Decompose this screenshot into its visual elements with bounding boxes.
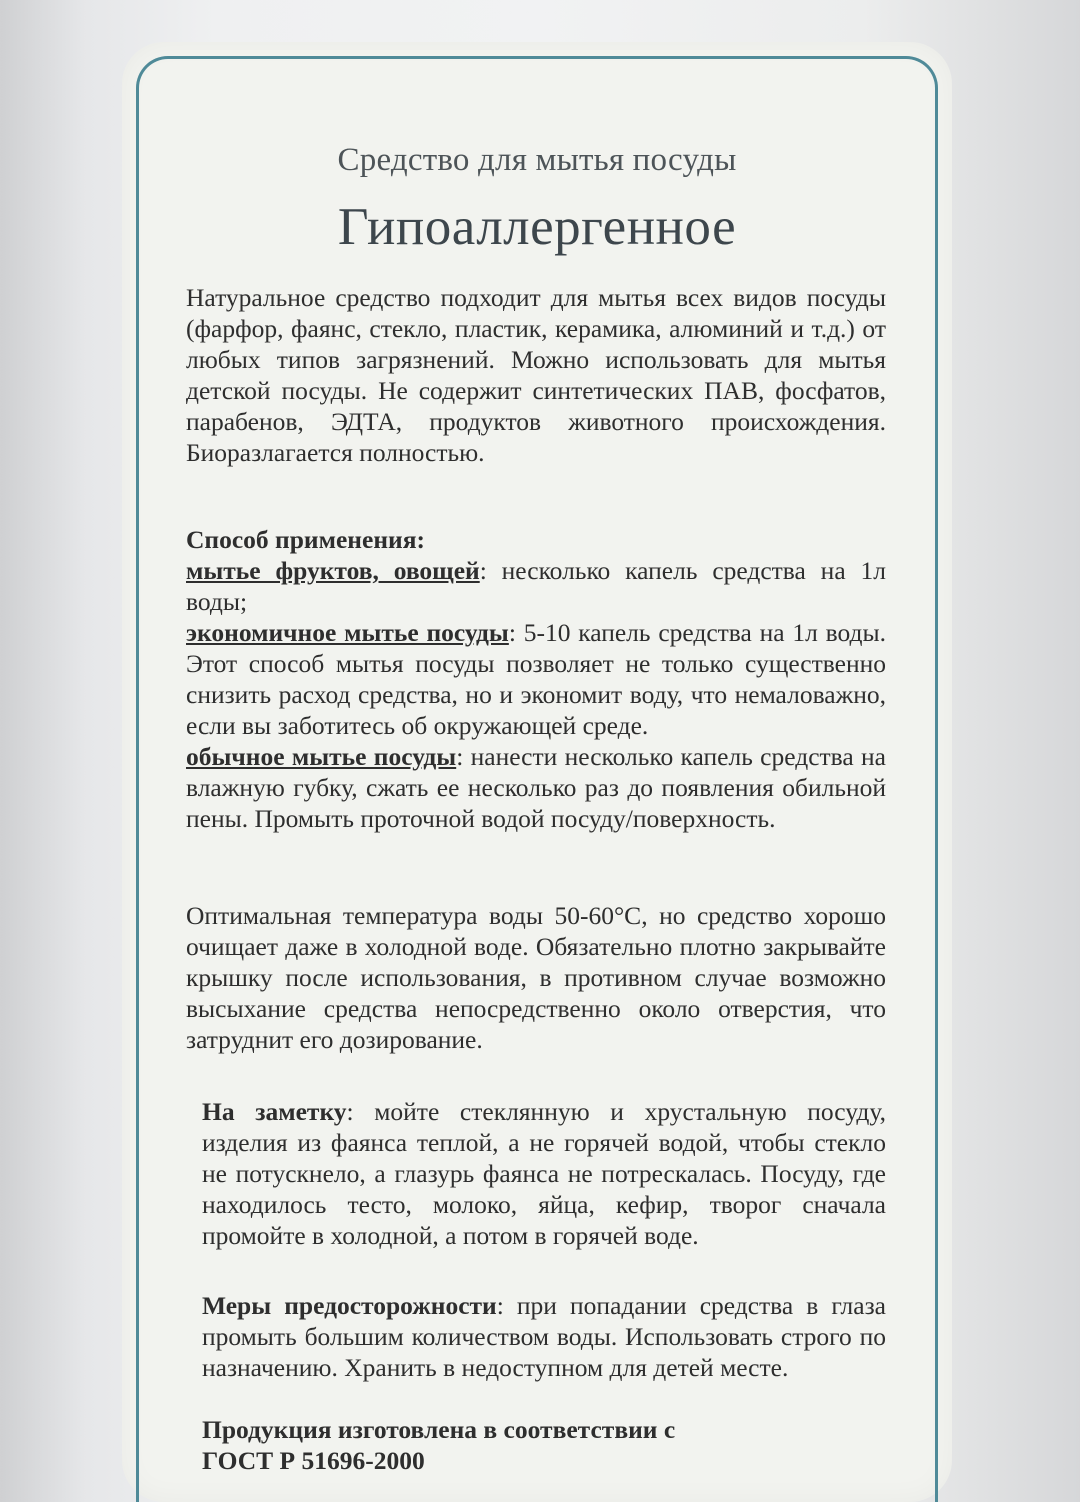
usage-term: мытье фруктов, овощей — [186, 556, 480, 585]
note-term: На заметку — [202, 1097, 347, 1126]
usage-text: : несколько капель средства на 1л воды; — [186, 556, 886, 616]
gost-line-2: ГОСТ Р 51696-2000 — [202, 1446, 425, 1475]
intro-paragraph: Натуральное средство подходит для мытья всех видов посуды (фарфор, фаянс, стекло, пластик, керамика, алюминий и т.д.) от любых типов загрязнений. Можно использовать для мытья детской посуды. Не содержит синтетических ПАВ, фосфатов, парабенов, ЭДТА, продуктов животного происхождения. Биоразлагается полностью. — [186, 283, 886, 467]
product-label — [122, 42, 952, 1502]
usage-section — [186, 524, 886, 834]
product-title: Гипоаллергенное — [337, 198, 737, 256]
usage-term: экономичное мытье посуды — [186, 618, 509, 647]
usage-text: : 5-10 капель средства на 1л воды. Этот способ мытья посуды позволяет не только существенно снизить расход средства, но и экономит воду, что немаловажно, если вы заботитесь об окружающей среде. — [186, 618, 886, 740]
gost-line-1: Продукция изготовлена в соответствии с — [202, 1415, 676, 1444]
caution-paragraph — [202, 1290, 886, 1383]
caution-text: : при попадании средства в глаза промыть большим количеством воды. Использовать строго по назначению. Хранить в недоступном для детей месте. — [202, 1291, 886, 1382]
temperature-paragraph: Оптимальная температура воды 50-60°С, но средство хорошо очищает даже в холодной воде. Обязательно плотно закрывайте крышку после использования, в противном случае возможно высыхание средства непосредственно около отверстия, что затруднит его дозирование. — [186, 901, 886, 1054]
caution-term: Меры предосторожности — [202, 1291, 497, 1320]
usage-item — [186, 555, 886, 617]
note-text: : мойте стеклянную и хрустальную посуду, изделия из фаянса теплой, а не горячей водой, чтобы стекло не потускнело, а глазурь фаянса не потрескалась. Посуду, где находилось тесто, молоко, яйца, кефир, творог сначала промойте в холодной, а потом в горячей воде. — [202, 1097, 886, 1250]
usage-item — [186, 617, 886, 741]
usage-heading: Способ применения: — [186, 525, 425, 554]
usage-text: : нанести несколько капель средства на влажную губку, сжать ее несколько раз до появления обильной пены. Промыть проточной водой посуду/поверхность. — [186, 742, 886, 833]
gost-statement — [202, 1414, 886, 1476]
note-paragraph — [202, 1096, 886, 1251]
usage-term: обычное мытье посуды — [186, 742, 457, 771]
product-subtitle: Средство для мытья посуды — [337, 142, 737, 178]
usage-item — [186, 741, 886, 834]
